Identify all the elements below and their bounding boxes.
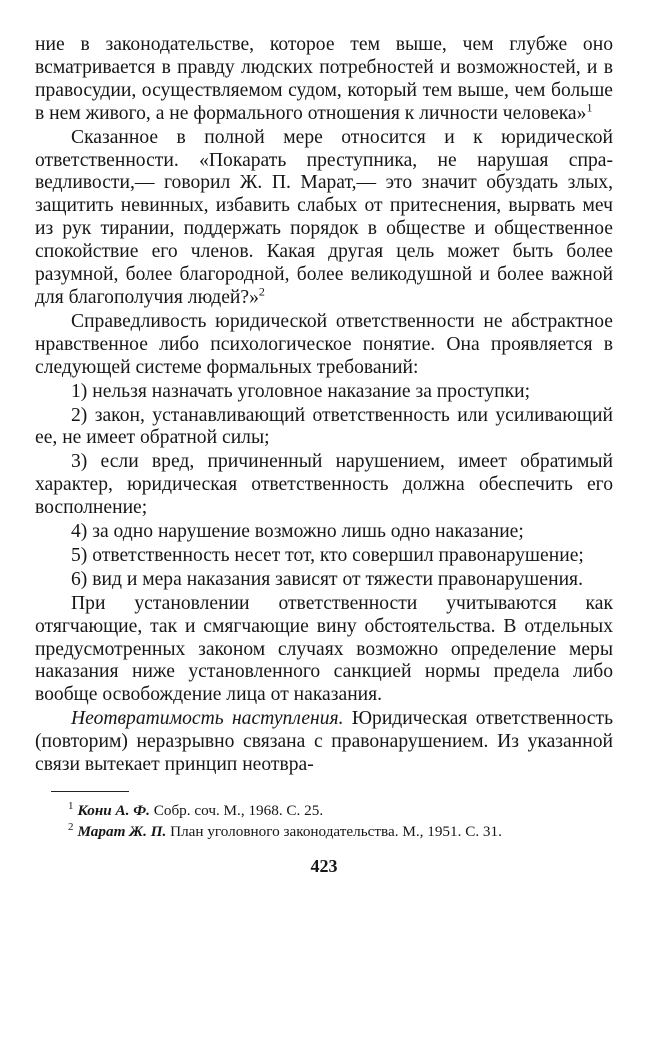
paragraph-text: Сказанное в полной мере относится и к юридической ответственности. «Покарать преступника, не нарушая справедливости,— говорил Ж. П. Марат,— это значит обуздать злых, защитить невинных, избавить слабых от притеснения, вырвать меч из рук тирании, поддержать порядок в обществе и общественное спокойствие его членов. Какая другая цель может быть более разумной, более благородной, более великодушной и более важной для благополучия людей?» <box>35 126 613 308</box>
paragraph-continuation <box>35 34 613 126</box>
main-text <box>35 34 613 777</box>
footnote-2 <box>35 821 613 842</box>
list-item: 6) вид и мера наказания зависят от тяжести правонарушения. <box>71 568 583 590</box>
footnote-divider <box>51 791 129 792</box>
list-item: 4) за одно нарушение возможно лишь одно наказание; <box>71 521 524 543</box>
list-item: 5) ответственность несет тот, кто совершил правонарушение; <box>71 544 584 566</box>
list-item: 2) закон, устанавливающий ответственность или усиливающий ее, не имеет обратной силы; <box>35 404 613 449</box>
footnote-text: Собр. соч. М., 1968. С. 25. <box>149 802 324 819</box>
paragraph-justice: Справедливость юридической ответственности не абстрактное нравственное либо психологическое понятие. Она проявляется в следующей системе формальных требований: <box>35 310 613 378</box>
page-number: 423 <box>310 856 338 876</box>
paragraph-text: ние в законодательстве, которое тем выше, чем глубже оно всматривается в правду людских потребностей и возможностей, и в правосудии, осуществляемом судом, который тем выше, чем больше в нем живого, а не формального отношения к личности человека» <box>35 34 613 124</box>
paragraph-inevitability <box>35 708 613 777</box>
footnote-author: Марат Ж. П. <box>77 823 167 840</box>
list-item: 3) если вред, причиненный нарушением, имеет обратимый характер, юридическая ответственность должна обеспечить его восполнение; <box>35 451 613 519</box>
paragraph-circumstances: При установлении ответственности учитываются как отягчающие, так и смягчающие вину обстоятельства. В отдельных предусмотренных законом случаях возможно определение меры наказания ниже установленного санкцией нормы предела либо вообще освобождение лица от наказания. <box>35 592 613 706</box>
footnote-number: 2 <box>68 820 74 833</box>
footnote-number: 1 <box>68 799 74 812</box>
footnotes <box>35 800 613 842</box>
footnote-1 <box>35 800 613 821</box>
footnote-text: План уголовного законодательства. М., 1951. С. 31. <box>166 823 502 840</box>
paragraph-marat-quote <box>35 127 613 310</box>
footnote-author: Кони А. Ф. <box>77 802 150 819</box>
paragraph-text: Юридическая ответственность (повторим) неразрывно связана с правонарушением. Из указанной связи вытекает принцип неотвра- <box>35 708 614 776</box>
footnote-ref-2: 2 <box>258 284 265 299</box>
book-page <box>35 34 613 877</box>
section-lead-in: Неотвратимость наступления. <box>71 708 344 730</box>
footnote-ref-1: 1 <box>586 100 593 115</box>
list-item: 1) нельзя назначать уголовное наказание за проступки; <box>71 380 531 402</box>
